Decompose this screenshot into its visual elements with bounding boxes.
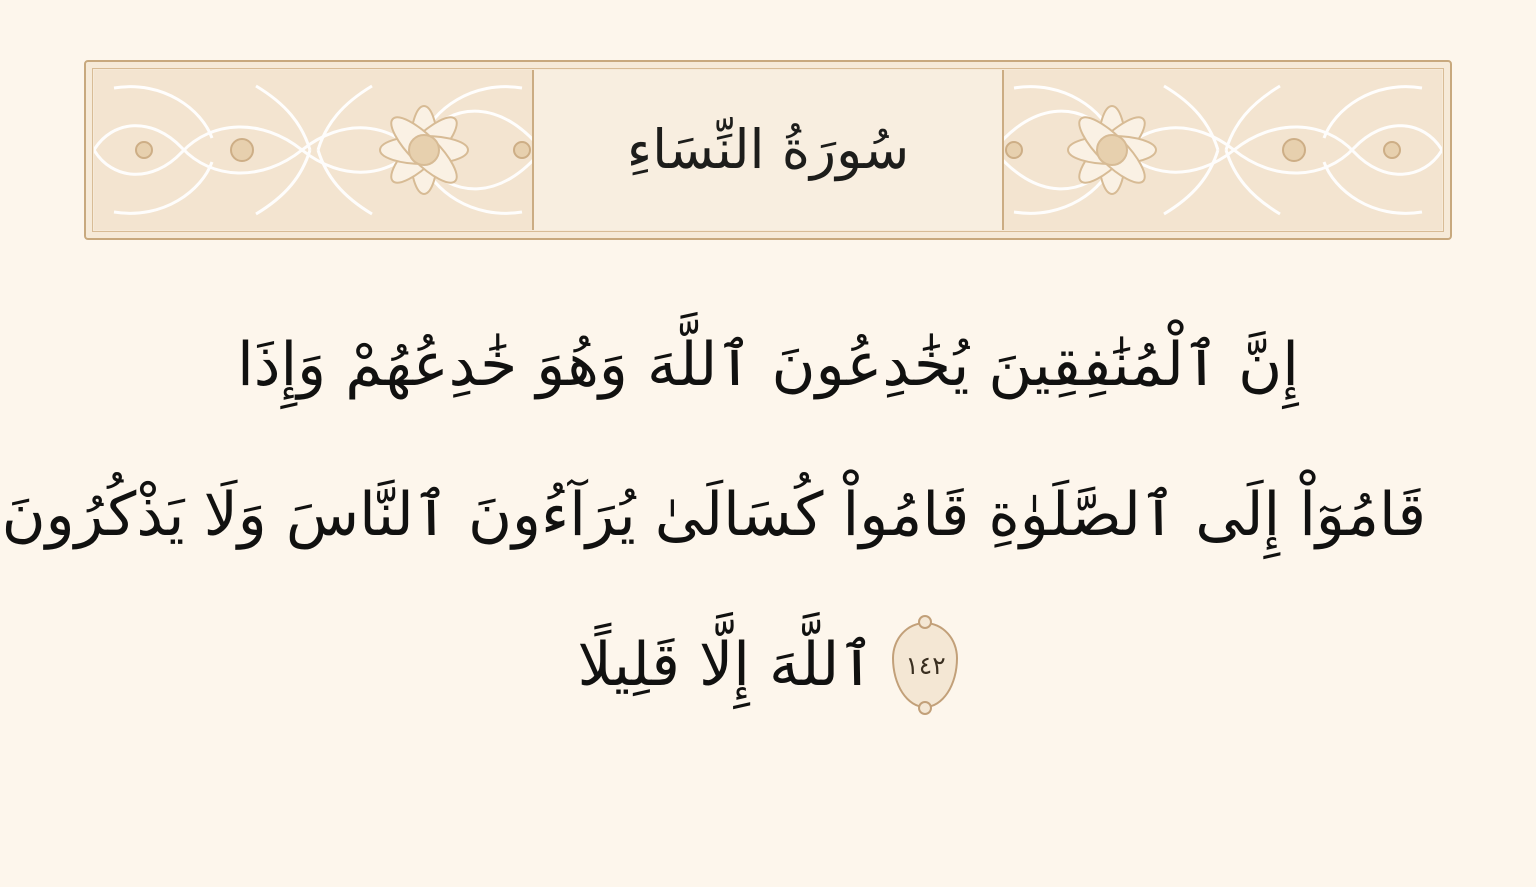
page-title: سُورَةُ النِّسَاءِ [626,118,910,182]
ayah-line-text: ٱللَّهَ إِلَّا قَلِيلًا [577,630,875,700]
surah-header-banner [84,60,1452,240]
ayah-line-final [110,590,1426,740]
ayah-text-block [1,290,1426,740]
ayah-line: إِنَّ ٱلْمُنَٰفِقِينَ يُخَٰدِعُونَ ٱللَّهَ وَهُوَ خَٰدِعُهُمْ وَإِذَا [237,330,1299,400]
surah-title-plate [532,70,1004,230]
ayah-number: ١٤٢ [905,650,946,680]
arabesque-floral-ornament-icon-secondary [94,70,542,230]
ayah-line: قَامُوٓاْ إِلَى ٱلصَّلَوٰةِ قَامُواْ كُسَالَىٰ يُرَآءُونَ ٱلنَّاسَ وَلَا يَذْكُرُونَ [1,480,1426,550]
arabesque-floral-ornament-icon [994,70,1442,230]
ayah-end-medallion-icon [892,622,958,708]
